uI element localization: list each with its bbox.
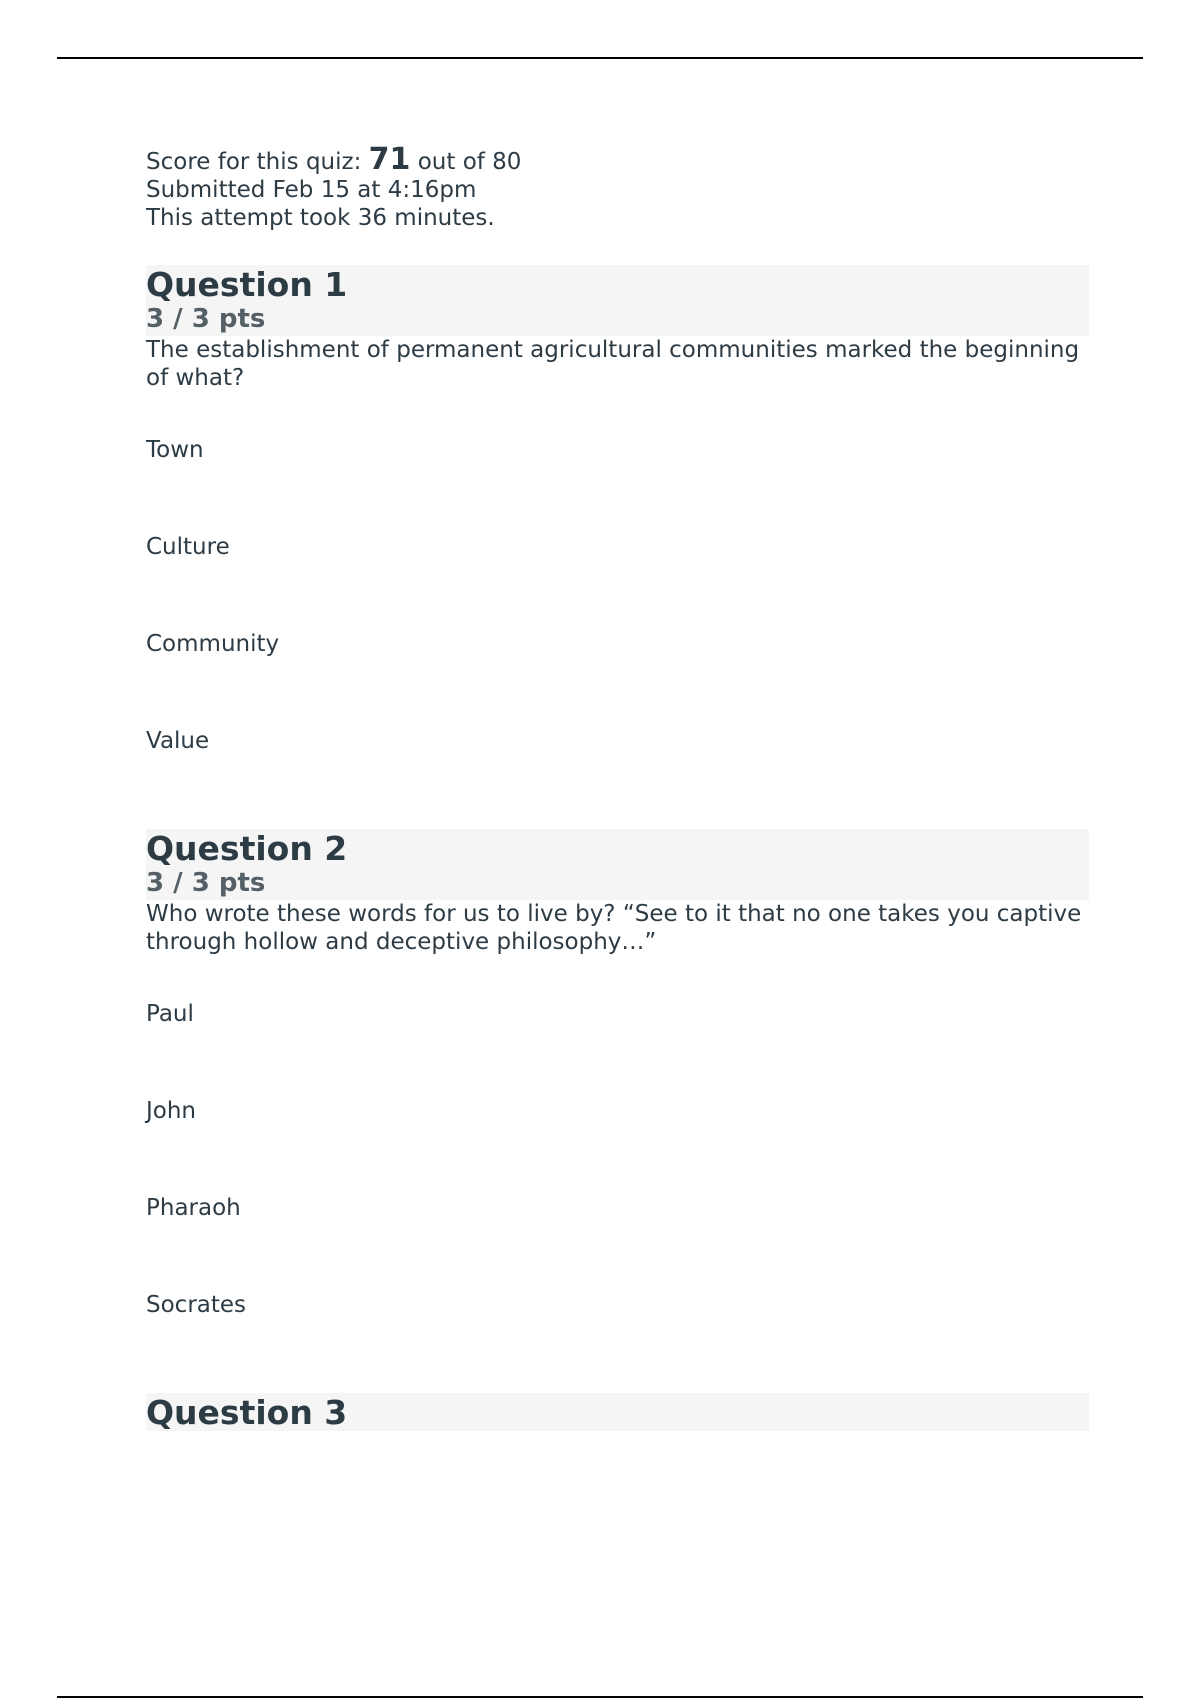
answer-option[interactable]: John	[146, 1098, 197, 1124]
score-total: out of 80	[410, 149, 522, 175]
question-2-header	[146, 829, 1089, 900]
score-line	[146, 142, 522, 177]
question-points: 3 / 3 pts	[146, 868, 266, 898]
quiz-summary	[146, 142, 522, 232]
submitted-time: Submitted Feb 15 at 4:16pm	[146, 177, 477, 203]
question-2-text: Who wrote these words for us to live by? “See to it that no one takes you captive through hollow and deceptive philosophy…”	[146, 901, 1082, 955]
answer-option[interactable]: Paul	[146, 1001, 194, 1027]
answer-option[interactable]: Culture	[146, 534, 230, 560]
question-title: Question 3	[146, 1393, 348, 1432]
question-1-text: The establishment of permanent agricultural communities marked the beginning of what?	[146, 337, 1080, 391]
attempt-duration: This attempt took 36 minutes.	[146, 205, 495, 231]
top-divider	[57, 57, 1143, 59]
question-title: Question 2	[146, 829, 348, 868]
question-points: 3 / 3 pts	[146, 304, 266, 334]
answer-option[interactable]: Socrates	[146, 1292, 247, 1318]
answer-option[interactable]: Community	[146, 631, 280, 657]
bottom-divider	[57, 1696, 1143, 1698]
question-title: Question 1	[146, 265, 348, 304]
score-value: 71	[368, 142, 411, 177]
question-3-header	[146, 1393, 1089, 1431]
score-label: Score for this quiz:	[146, 149, 369, 175]
answer-option[interactable]: Pharaoh	[146, 1195, 241, 1221]
answer-option[interactable]: Town	[146, 437, 204, 463]
answer-option[interactable]: Value	[146, 728, 210, 754]
question-1-header	[146, 265, 1089, 336]
